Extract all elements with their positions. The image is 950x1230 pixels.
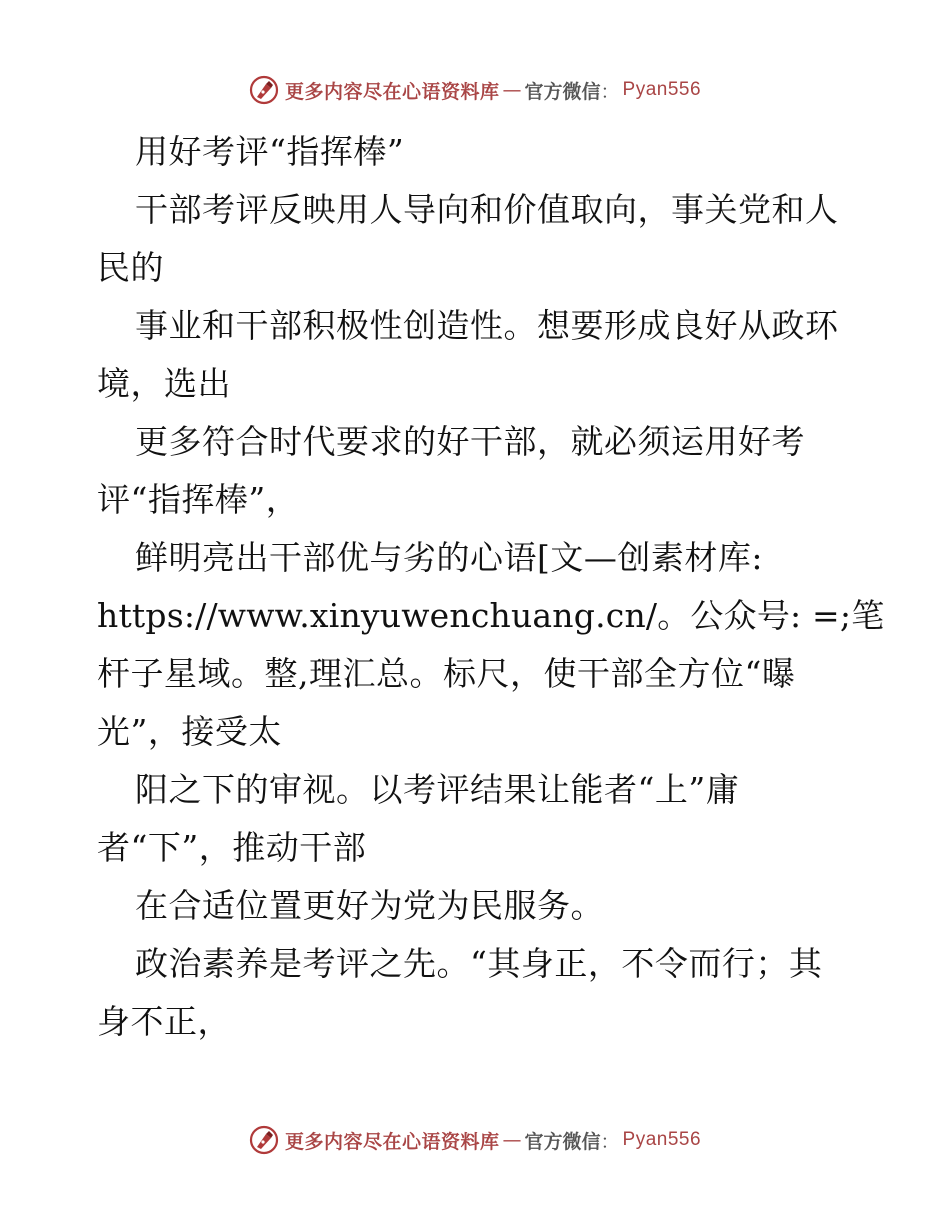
banner-colon: ： <box>600 80 620 103</box>
text-line: 杆子星域。整,理汇总。标尺，使干部全方位“曝 <box>97 654 796 693</box>
text-line: 鲜明亮出干部优与劣的心语[文—创素材库: <box>135 538 763 577</box>
pen-nib-logo-icon <box>249 1125 279 1155</box>
banner-title: 更多内容尽在心语资料库 <box>284 1130 500 1153</box>
banner-dash: — <box>502 79 522 101</box>
banner-wechat-label: 官方微信 <box>524 1130 601 1153</box>
text-line: 政治素养是考评之先。“其身正，不令而行；其 <box>135 944 823 983</box>
banner-title: 更多内容尽在心语资料库 <box>284 80 500 103</box>
text-line: 评“指挥棒”， <box>97 480 300 519</box>
text-line: 在合适位置更好为党为民服务。 <box>135 886 604 925</box>
banner-dash: — <box>502 1129 522 1151</box>
text-line: 民的 <box>97 248 164 287</box>
text-line: 用好考评“指挥棒” <box>135 132 405 171</box>
text-line: 干部考评反映用人导向和价值取向，事关党和人 <box>135 190 839 229</box>
text-line: 光”，接受太 <box>97 712 282 751</box>
banner-colon: ： <box>600 1130 620 1153</box>
header-banner <box>0 70 950 110</box>
pen-nib-logo-icon <box>249 75 279 105</box>
text-line: 更多符合时代要求的好干部，就必须运用好考 <box>135 422 805 461</box>
footer-banner <box>0 1120 950 1160</box>
banner-wechat-id: Pyan556 <box>622 1129 702 1150</box>
text-line: 境，选出 <box>97 364 231 403</box>
text-line: 者“下”，推动干部 <box>97 828 367 867</box>
banner-wechat-id: Pyan556 <box>622 79 702 100</box>
text-line: 事业和干部积极性创造性。想要形成良好从政环 <box>135 306 839 345</box>
text-line: https://www.xinyuwenchuang.cn/。公众号: =;笔 <box>97 596 885 635</box>
text-line: 身不正， <box>97 1002 231 1041</box>
banner-wechat-label: 官方微信 <box>524 80 601 103</box>
text-line: 阳之下的审视。以考评结果让能者“上”庸 <box>135 770 740 809</box>
document-body <box>97 123 885 1051</box>
